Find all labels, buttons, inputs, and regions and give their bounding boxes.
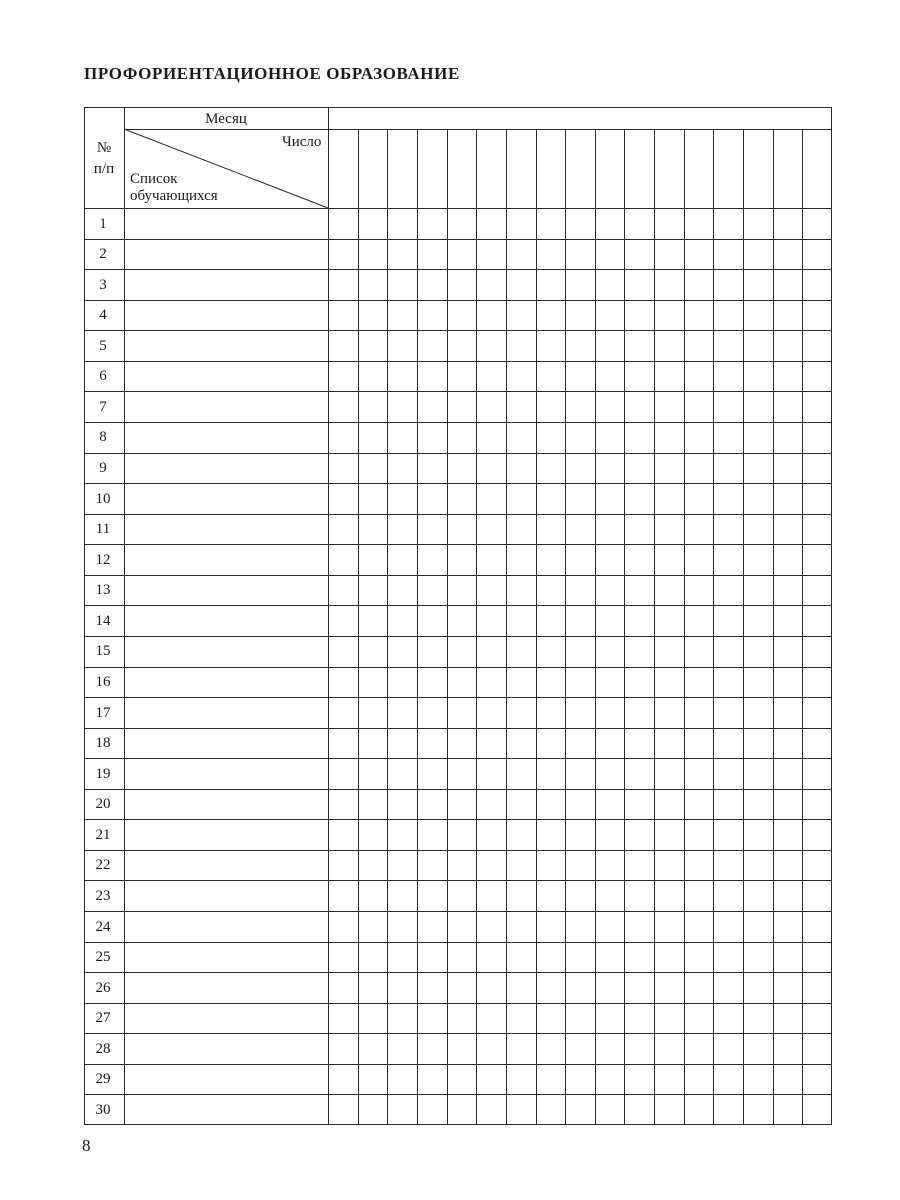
row-number: 3 <box>99 276 107 293</box>
row-number: 10 <box>95 490 111 507</box>
student-name-cell[interactable] <box>125 270 328 300</box>
student-name-cell[interactable] <box>125 820 328 850</box>
student-name-cell[interactable] <box>125 790 328 820</box>
row-number: 13 <box>95 582 111 599</box>
row-abbrev-label: п/п <box>93 161 115 177</box>
row-number: 16 <box>95 674 111 690</box>
row-number: 7 <box>99 398 107 415</box>
number-sign-label: № <box>96 140 112 156</box>
row-number: 12 <box>95 551 111 568</box>
row-number: 2 <box>99 246 107 263</box>
student-name-cell[interactable] <box>125 851 328 881</box>
student-name-cell[interactable] <box>125 1095 328 1125</box>
row-number: 28 <box>95 1040 111 1057</box>
student-name-cell[interactable] <box>125 912 328 942</box>
student-name-cell[interactable] <box>125 362 328 392</box>
row-number: 14 <box>95 612 111 629</box>
student-name-cell[interactable] <box>125 209 328 239</box>
student-name-cell[interactable] <box>125 943 328 973</box>
row-number: 18 <box>95 735 111 752</box>
number-column-header <box>84 107 124 207</box>
row-number: 30 <box>95 1101 111 1118</box>
students-label-line2: обучающихся <box>130 188 218 204</box>
student-name-cell[interactable] <box>125 515 328 545</box>
page-number: 8 <box>82 1136 91 1155</box>
student-name-cell[interactable] <box>125 1034 328 1064</box>
row-number: 5 <box>99 337 107 354</box>
student-name-cell[interactable] <box>125 240 328 270</box>
row-number: 1 <box>99 215 107 232</box>
row-number: 23 <box>95 887 111 904</box>
student-name-cell[interactable] <box>125 729 328 759</box>
row-number: 19 <box>95 765 111 782</box>
row-number: 25 <box>95 949 111 966</box>
row-number: 15 <box>95 643 111 660</box>
row-number: 8 <box>99 429 107 446</box>
student-name-cell[interactable] <box>125 301 328 331</box>
attendance-table <box>84 107 832 1125</box>
day-label: Число <box>282 134 322 150</box>
student-name-cell[interactable] <box>125 331 328 361</box>
row-number: 27 <box>95 1010 111 1027</box>
row-number: 21 <box>95 826 111 843</box>
student-name-cell[interactable] <box>125 668 328 698</box>
student-name-cell[interactable] <box>125 698 328 728</box>
student-name-cell[interactable] <box>125 392 328 422</box>
student-name-cell[interactable] <box>125 484 328 514</box>
student-name-cell[interactable] <box>125 973 328 1003</box>
month-label: Месяц <box>205 111 247 127</box>
row-number: 6 <box>99 368 107 385</box>
student-name-cell[interactable] <box>125 545 328 575</box>
row-number: 17 <box>95 704 111 721</box>
row-number: 11 <box>95 521 111 538</box>
student-name-cell[interactable] <box>125 881 328 911</box>
student-name-cell[interactable] <box>125 454 328 484</box>
student-name-cell[interactable] <box>125 423 328 453</box>
student-name-cell[interactable] <box>125 759 328 789</box>
page-heading: ПРОФОРИЕНТАЦИОННОЕ ОБРАЗОВАНИЕ <box>84 64 460 83</box>
row-number: 26 <box>95 979 111 996</box>
row-number: 22 <box>95 857 111 874</box>
student-name-cell[interactable] <box>125 1004 328 1034</box>
row-number: 29 <box>95 1071 111 1088</box>
student-name-cell[interactable] <box>125 606 328 636</box>
row-number: 24 <box>95 918 111 935</box>
students-label-line1: Список <box>130 171 178 187</box>
row-number: 20 <box>95 796 111 813</box>
student-name-cell[interactable] <box>125 576 328 606</box>
row-number: 4 <box>99 307 107 324</box>
student-name-cell[interactable] <box>125 1065 328 1095</box>
student-name-cell[interactable] <box>125 637 328 667</box>
row-number: 9 <box>99 460 107 477</box>
